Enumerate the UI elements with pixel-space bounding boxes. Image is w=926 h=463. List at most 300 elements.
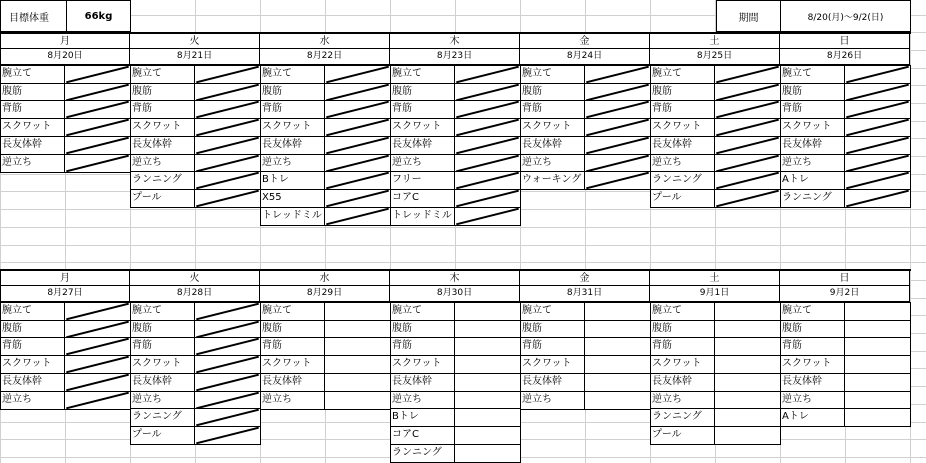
exercise-row[interactable] <box>390 171 521 190</box>
exercise-label: 逆立ち <box>1 392 65 409</box>
exercise-row[interactable] <box>780 373 911 392</box>
empty-check-cell[interactable] <box>455 321 520 338</box>
done-slash-mark[interactable] <box>65 338 130 355</box>
done-slash-mark[interactable] <box>455 137 520 154</box>
done-slash-mark[interactable] <box>65 356 130 373</box>
empty-check-cell[interactable] <box>845 321 910 338</box>
exercise-row[interactable] <box>390 207 521 226</box>
exercise-label: ウォーキング <box>521 172 585 189</box>
empty-check-cell[interactable] <box>715 374 780 391</box>
exercise-label: 腕立て <box>651 66 715 83</box>
day-of-week-header[interactable]: 金 <box>520 34 650 49</box>
done-slash-mark[interactable] <box>195 172 260 189</box>
empty-check-cell[interactable] <box>325 356 390 373</box>
done-slash-mark[interactable] <box>455 119 520 136</box>
empty-check-cell[interactable] <box>715 338 780 355</box>
empty-check-cell[interactable] <box>715 409 780 426</box>
exercise-label: ランニング <box>651 409 715 426</box>
exercise-row[interactable] <box>260 65 391 84</box>
done-slash-mark[interactable] <box>195 321 260 338</box>
empty-check-cell[interactable] <box>845 303 910 320</box>
exercise-row[interactable] <box>390 118 521 137</box>
exercise-label: 腕立て <box>781 66 845 83</box>
done-slash-mark[interactable] <box>715 172 780 189</box>
date-header[interactable]: 8月20日 <box>0 49 130 65</box>
done-slash-mark[interactable] <box>195 374 260 391</box>
exercise-row[interactable] <box>130 302 261 321</box>
done-slash-mark[interactable] <box>325 84 390 101</box>
exercise-row[interactable] <box>0 302 131 321</box>
exercise-label: X55 <box>261 190 325 207</box>
done-slash-mark[interactable] <box>195 427 260 444</box>
empty-check-cell[interactable] <box>715 356 780 373</box>
exercise-row[interactable] <box>130 189 261 208</box>
done-slash-mark[interactable] <box>195 356 260 373</box>
exercise-row[interactable] <box>780 189 911 208</box>
exercise-label: プール <box>651 190 715 207</box>
exercise-row[interactable] <box>260 100 391 119</box>
exercise-label: スクワット <box>781 356 845 373</box>
done-slash-mark[interactable] <box>65 392 130 409</box>
exercise-row[interactable] <box>650 373 781 392</box>
exercise-row[interactable] <box>130 100 261 119</box>
exercise-label: 腕立て <box>261 66 325 83</box>
empty-check-cell[interactable] <box>455 445 520 462</box>
empty-check-cell[interactable] <box>455 409 520 426</box>
exercise-label: 腕立て <box>1 66 65 83</box>
exercise-row[interactable] <box>0 154 131 173</box>
done-slash-mark[interactable] <box>845 172 910 189</box>
target-weight-label: 目標体重 <box>9 12 49 24</box>
exercise-row[interactable] <box>0 391 131 410</box>
done-slash-mark[interactable] <box>325 172 390 189</box>
empty-check-cell[interactable] <box>845 356 910 373</box>
exercise-label: 背筋 <box>521 338 585 355</box>
exercise-row[interactable] <box>650 136 781 155</box>
done-slash-mark[interactable] <box>195 409 260 426</box>
done-slash-mark[interactable] <box>715 66 780 83</box>
exercise-label: コアC <box>391 190 455 207</box>
exercise-row[interactable] <box>0 100 131 119</box>
done-slash-mark[interactable] <box>325 137 390 154</box>
done-slash-mark[interactable] <box>845 119 910 136</box>
done-slash-mark[interactable] <box>585 155 650 172</box>
period-value: 8/20(月)～9/2(日) <box>807 12 884 23</box>
exercise-label: 腹筋 <box>781 84 845 101</box>
done-slash-mark[interactable] <box>195 392 260 409</box>
exercise-row[interactable] <box>390 337 521 356</box>
exercise-label: ランニング <box>131 409 195 426</box>
empty-check-cell[interactable] <box>325 321 390 338</box>
done-slash-mark[interactable] <box>585 137 650 154</box>
empty-check-cell[interactable] <box>585 303 650 320</box>
exercise-row[interactable] <box>520 337 651 356</box>
day-of-week-header[interactable]: 日 <box>780 271 910 286</box>
exercise-label: 背筋 <box>391 338 455 355</box>
empty-check-cell[interactable] <box>715 321 780 338</box>
done-slash-mark[interactable] <box>845 101 910 118</box>
done-slash-mark[interactable] <box>195 119 260 136</box>
empty-check-cell[interactable] <box>585 392 650 409</box>
exercise-label: ランニング <box>651 172 715 189</box>
exercise-label: Bトレ <box>391 409 455 426</box>
exercise-label: スクワット <box>131 119 195 136</box>
empty-check-cell[interactable] <box>585 338 650 355</box>
exercise-row[interactable] <box>0 337 131 356</box>
done-slash-mark[interactable] <box>195 155 260 172</box>
done-slash-mark[interactable] <box>195 101 260 118</box>
done-slash-mark[interactable] <box>845 84 910 101</box>
done-slash-mark[interactable] <box>845 155 910 172</box>
done-slash-mark[interactable] <box>65 66 130 83</box>
done-slash-mark[interactable] <box>585 172 650 189</box>
exercise-row[interactable] <box>520 118 651 137</box>
done-slash-mark[interactable] <box>455 155 520 172</box>
exercise-row[interactable] <box>130 171 261 190</box>
date-header[interactable]: 8月21日 <box>130 49 260 65</box>
date-header[interactable]: 9月2日 <box>780 286 910 302</box>
exercise-label: 腹筋 <box>521 321 585 338</box>
done-slash-mark[interactable] <box>455 208 520 225</box>
exercise-row[interactable] <box>780 65 911 84</box>
done-slash-mark[interactable] <box>325 119 390 136</box>
exercise-row[interactable] <box>390 426 521 445</box>
exercise-label: 長友体幹 <box>261 374 325 391</box>
done-slash-mark[interactable] <box>195 338 260 355</box>
empty-check-cell[interactable] <box>845 374 910 391</box>
done-slash-mark[interactable] <box>65 84 130 101</box>
exercise-row[interactable] <box>130 426 261 445</box>
exercise-label: 逆立ち <box>521 392 585 409</box>
exercise-label: トレッドミル <box>261 208 325 225</box>
empty-check-cell[interactable] <box>325 374 390 391</box>
done-slash-mark[interactable] <box>715 137 780 154</box>
exercise-label: スクワット <box>521 356 585 373</box>
gridline-horizontal <box>0 262 926 263</box>
exercise-row[interactable] <box>520 171 651 190</box>
exercise-row[interactable] <box>780 136 911 155</box>
done-slash-mark[interactable] <box>195 84 260 101</box>
done-slash-mark[interactable] <box>65 137 130 154</box>
empty-check-cell[interactable] <box>325 338 390 355</box>
exercise-label: 逆立ち <box>131 155 195 172</box>
empty-check-cell[interactable] <box>715 392 780 409</box>
period-label-cell[interactable] <box>716 0 781 32</box>
done-slash-mark[interactable] <box>585 101 650 118</box>
exercise-label: 逆立ち <box>131 392 195 409</box>
date-header[interactable]: 8月28日 <box>130 286 260 302</box>
exercise-row[interactable] <box>650 408 781 427</box>
exercise-label: 腕立て <box>131 303 195 320</box>
date-header[interactable]: 8月30日 <box>390 286 520 302</box>
exercise-row[interactable] <box>780 302 911 321</box>
done-slash-mark[interactable] <box>325 190 390 207</box>
day-of-week-header[interactable]: 金 <box>520 271 650 286</box>
done-slash-mark[interactable] <box>455 66 520 83</box>
exercise-row[interactable] <box>520 355 651 374</box>
exercise-label: 腹筋 <box>651 321 715 338</box>
done-slash-mark[interactable] <box>65 101 130 118</box>
exercise-row[interactable] <box>650 355 781 374</box>
exercise-label: 腕立て <box>391 66 455 83</box>
exercise-row[interactable] <box>650 337 781 356</box>
exercise-row[interactable] <box>650 171 781 190</box>
exercise-row[interactable] <box>130 373 261 392</box>
day-of-week-header[interactable]: 水 <box>260 34 390 49</box>
empty-check-cell[interactable] <box>455 356 520 373</box>
gridline-horizontal <box>0 227 926 228</box>
done-slash-mark[interactable] <box>195 190 260 207</box>
done-slash-mark[interactable] <box>65 303 130 320</box>
exercise-row[interactable] <box>130 355 261 374</box>
done-slash-mark[interactable] <box>325 66 390 83</box>
date-header[interactable]: 8月31日 <box>520 286 650 302</box>
exercise-label: スクワット <box>651 119 715 136</box>
done-slash-mark[interactable] <box>65 374 130 391</box>
exercise-row[interactable] <box>390 100 521 119</box>
exercise-row[interactable] <box>650 189 781 208</box>
done-slash-mark[interactable] <box>715 190 780 207</box>
exercise-row[interactable] <box>130 408 261 427</box>
exercise-label: トレッドミル <box>391 208 455 225</box>
exercise-row[interactable] <box>650 302 781 321</box>
exercise-row[interactable] <box>260 391 391 410</box>
date-header[interactable]: 8月25日 <box>650 49 780 65</box>
done-slash-mark[interactable] <box>455 190 520 207</box>
empty-check-cell[interactable] <box>845 392 910 409</box>
empty-check-cell[interactable] <box>325 303 390 320</box>
exercise-label: 腹筋 <box>1 321 65 338</box>
exercise-row[interactable] <box>260 355 391 374</box>
exercise-label: 背筋 <box>781 338 845 355</box>
done-slash-mark[interactable] <box>715 101 780 118</box>
exercise-label: 逆立ち <box>781 392 845 409</box>
exercise-row[interactable] <box>780 355 911 374</box>
exercise-label: 長友体幹 <box>261 137 325 154</box>
exercise-label: プール <box>651 427 715 444</box>
period-value-cell[interactable] <box>780 0 911 32</box>
exercise-row[interactable] <box>260 373 391 392</box>
target-weight-label-cell[interactable] <box>0 0 67 32</box>
exercise-label: 逆立ち <box>261 392 325 409</box>
exercise-row[interactable] <box>390 373 521 392</box>
date-header[interactable]: 8月29日 <box>260 286 390 302</box>
done-slash-mark[interactable] <box>325 208 390 225</box>
target-weight-value-cell[interactable] <box>66 0 131 32</box>
exercise-row[interactable] <box>260 118 391 137</box>
empty-check-cell[interactable] <box>585 356 650 373</box>
exercise-label: Aトレ <box>781 409 845 426</box>
exercise-row[interactable] <box>780 171 911 190</box>
empty-check-cell[interactable] <box>585 321 650 338</box>
exercise-row[interactable] <box>0 65 131 84</box>
exercise-row[interactable] <box>390 302 521 321</box>
done-slash-mark[interactable] <box>65 321 130 338</box>
exercise-row[interactable] <box>780 118 911 137</box>
done-slash-mark[interactable] <box>715 155 780 172</box>
done-slash-mark[interactable] <box>325 155 390 172</box>
exercise-row[interactable] <box>130 65 261 84</box>
date-header[interactable]: 8月26日 <box>780 49 910 65</box>
exercise-label: 腹筋 <box>261 84 325 101</box>
done-slash-mark[interactable] <box>195 303 260 320</box>
exercise-label: 背筋 <box>131 101 195 118</box>
exercise-row[interactable] <box>260 171 391 190</box>
done-slash-mark[interactable] <box>845 66 910 83</box>
exercise-label: 腹筋 <box>391 84 455 101</box>
exercise-label: 逆立ち <box>391 155 455 172</box>
exercise-label: スクワット <box>651 356 715 373</box>
exercise-row[interactable] <box>520 136 651 155</box>
exercise-row[interactable] <box>260 189 391 208</box>
exercise-row[interactable] <box>520 100 651 119</box>
date-header[interactable]: 8月23日 <box>390 49 520 65</box>
exercise-row[interactable] <box>260 136 391 155</box>
day-of-week-header[interactable]: 土 <box>650 271 780 286</box>
empty-check-cell[interactable] <box>455 303 520 320</box>
empty-check-cell[interactable] <box>715 427 780 444</box>
exercise-row[interactable] <box>390 136 521 155</box>
exercise-row[interactable] <box>520 65 651 84</box>
exercise-label: スクワット <box>391 119 455 136</box>
day-of-week-header[interactable]: 木 <box>390 271 520 286</box>
exercise-label: 背筋 <box>131 338 195 355</box>
done-slash-mark[interactable] <box>715 84 780 101</box>
done-slash-mark[interactable] <box>65 155 130 172</box>
empty-check-cell[interactable] <box>845 409 910 426</box>
exercise-row[interactable] <box>780 100 911 119</box>
day-of-week-header[interactable]: 月 <box>0 34 130 49</box>
exercise-row[interactable] <box>650 65 781 84</box>
date-header[interactable]: 9月1日 <box>650 286 780 302</box>
exercise-label: 長友体幹 <box>651 374 715 391</box>
done-slash-mark[interactable] <box>845 137 910 154</box>
day-of-week-header[interactable]: 水 <box>260 271 390 286</box>
empty-check-cell[interactable] <box>715 303 780 320</box>
exercise-label: 背筋 <box>261 101 325 118</box>
exercise-label: スクワット <box>521 119 585 136</box>
exercise-row[interactable] <box>520 391 651 410</box>
exercise-label: ランニング <box>391 445 455 462</box>
day-of-week-header[interactable]: 木 <box>390 34 520 49</box>
done-slash-mark[interactable] <box>585 84 650 101</box>
empty-check-cell[interactable] <box>455 427 520 444</box>
day-of-week-header[interactable]: 火 <box>130 271 260 286</box>
empty-check-cell[interactable] <box>455 374 520 391</box>
exercise-row[interactable] <box>390 408 521 427</box>
empty-check-cell[interactable] <box>325 392 390 409</box>
done-slash-mark[interactable] <box>455 172 520 189</box>
exercise-label: スクワット <box>781 119 845 136</box>
exercise-row[interactable] <box>130 337 261 356</box>
exercise-label: 腕立て <box>1 303 65 320</box>
exercise-row[interactable] <box>390 65 521 84</box>
exercise-row[interactable] <box>260 207 391 226</box>
exercise-label: 腕立て <box>521 66 585 83</box>
day-of-week-header[interactable]: 日 <box>780 34 910 49</box>
gridline-horizontal <box>0 245 926 246</box>
exercise-label: 腕立て <box>781 303 845 320</box>
done-slash-mark[interactable] <box>195 66 260 83</box>
exercise-label: 腹筋 <box>781 321 845 338</box>
date-header[interactable]: 8月27日 <box>0 286 130 302</box>
exercise-row[interactable] <box>0 373 131 392</box>
exercise-label: ランニング <box>131 172 195 189</box>
exercise-label: 長友体幹 <box>1 374 65 391</box>
exercise-label: 逆立ち <box>261 155 325 172</box>
exercise-label: 背筋 <box>261 338 325 355</box>
exercise-row[interactable] <box>390 444 521 463</box>
exercise-label: 腕立て <box>521 303 585 320</box>
exercise-row[interactable] <box>260 302 391 321</box>
exercise-label: 腕立て <box>391 303 455 320</box>
exercise-label: 背筋 <box>1 338 65 355</box>
exercise-label: Bトレ <box>261 172 325 189</box>
done-slash-mark[interactable] <box>585 66 650 83</box>
exercise-row[interactable] <box>650 118 781 137</box>
done-slash-mark[interactable] <box>845 190 910 207</box>
day-of-week-header[interactable]: 火 <box>130 34 260 49</box>
exercise-row[interactable] <box>390 355 521 374</box>
exercise-label: スクワット <box>1 356 65 373</box>
exercise-label: 腕立て <box>261 303 325 320</box>
empty-check-cell[interactable] <box>585 374 650 391</box>
date-header[interactable]: 8月22日 <box>260 49 390 65</box>
exercise-row[interactable] <box>0 118 131 137</box>
exercise-label: フリー <box>391 172 455 189</box>
exercise-label: 背筋 <box>391 101 455 118</box>
day-of-week-header[interactable]: 月 <box>0 271 130 286</box>
done-slash-mark[interactable] <box>65 119 130 136</box>
done-slash-mark[interactable] <box>455 84 520 101</box>
exercise-row[interactable] <box>260 337 391 356</box>
exercise-label: ランニング <box>781 190 845 207</box>
done-slash-mark[interactable] <box>455 101 520 118</box>
done-slash-mark[interactable] <box>325 101 390 118</box>
exercise-row[interactable] <box>130 136 261 155</box>
done-slash-mark[interactable] <box>195 137 260 154</box>
exercise-label: 腕立て <box>131 66 195 83</box>
exercise-label: 背筋 <box>1 101 65 118</box>
period-label: 期間 <box>738 12 759 24</box>
exercise-label: 長友体幹 <box>131 137 195 154</box>
date-header[interactable]: 8月24日 <box>520 49 650 65</box>
exercise-label: 逆立ち <box>391 392 455 409</box>
day-of-week-header[interactable]: 土 <box>650 34 780 49</box>
exercise-row[interactable] <box>0 355 131 374</box>
exercise-row[interactable] <box>390 189 521 208</box>
exercise-row[interactable] <box>0 136 131 155</box>
empty-check-cell[interactable] <box>455 338 520 355</box>
done-slash-mark[interactable] <box>715 119 780 136</box>
exercise-label: 逆立ち <box>781 155 845 172</box>
exercise-row[interactable] <box>780 337 911 356</box>
empty-check-cell[interactable] <box>845 338 910 355</box>
exercise-row[interactable] <box>130 118 261 137</box>
exercise-label: スクワット <box>391 356 455 373</box>
exercise-label: 腹筋 <box>131 321 195 338</box>
exercise-row[interactable] <box>520 373 651 392</box>
done-slash-mark[interactable] <box>585 119 650 136</box>
exercise-row[interactable] <box>650 426 781 445</box>
exercise-label: 背筋 <box>781 101 845 118</box>
exercise-row[interactable] <box>520 302 651 321</box>
exercise-label: 長友体幹 <box>391 374 455 391</box>
exercise-label: 背筋 <box>651 101 715 118</box>
exercise-row[interactable] <box>780 408 911 427</box>
exercise-row[interactable] <box>650 100 781 119</box>
empty-check-cell[interactable] <box>455 392 520 409</box>
